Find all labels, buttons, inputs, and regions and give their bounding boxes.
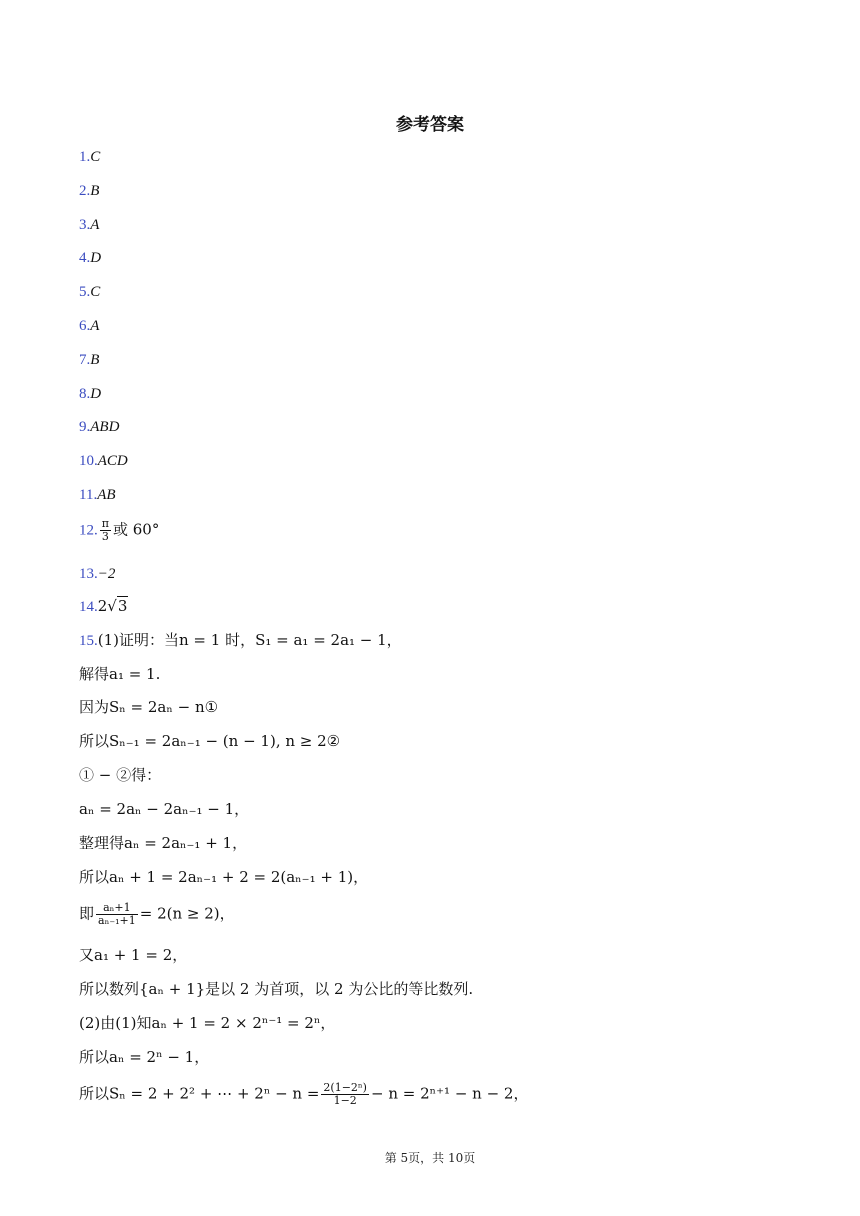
- fraction-numerator: 2(1−2ⁿ): [323, 1081, 367, 1094]
- solution-line: ① − ②得：: [79, 766, 162, 784]
- answer-value: A: [90, 217, 100, 233]
- answer-number: 6.: [79, 318, 91, 334]
- fraction: [96, 902, 138, 927]
- fraction-denominator: 3: [101, 530, 109, 543]
- answer-number: 1.: [79, 149, 91, 165]
- solution-line: 又a₁ + 1 = 2，: [79, 946, 188, 964]
- answer-number: 3.: [79, 217, 91, 233]
- solution-line: 所以aₙ + 1 = 2aₙ₋₁ + 2 = 2(aₙ₋₁ + 1)，: [79, 868, 369, 886]
- answer-number: 8.: [79, 386, 91, 402]
- answer-line: [79, 214, 99, 235]
- solution-line: 所以Sₙ₋₁ = 2aₙ₋₁ − (n − 1), n ≥ 2②: [79, 732, 341, 750]
- answer-value: ABD: [90, 419, 120, 435]
- answer-value: D: [90, 250, 102, 266]
- sqrt-radicand: 3: [117, 597, 128, 615]
- answer-number: 11.: [79, 487, 98, 503]
- answer-number: 14.: [79, 599, 98, 615]
- fraction-numerator: aₙ+1: [96, 902, 138, 915]
- answer-value: A: [90, 318, 100, 334]
- page-title: 参考答案: [396, 115, 464, 135]
- solution-line: (2)由(1)知aₙ + 1 = 2 × 2ⁿ⁻¹ = 2ⁿ，: [79, 1014, 336, 1032]
- solution-line: 所以aₙ = 2ⁿ − 1，: [79, 1048, 210, 1066]
- answer-line: [79, 416, 119, 437]
- answer-line-14: [79, 596, 128, 617]
- answer-value: D: [90, 386, 102, 402]
- answer-value: B: [90, 352, 100, 368]
- answer-number: 5.: [79, 284, 91, 300]
- solution-line: 解得a₁ = 1.: [79, 665, 161, 683]
- fraction: [100, 518, 111, 543]
- answer-line: [79, 349, 99, 370]
- answer-value: AB: [97, 487, 116, 503]
- solution-line-sum: [79, 1082, 528, 1107]
- answer-line: [79, 180, 99, 201]
- solution-line: aₙ = 2aₙ − 2aₙ₋₁ − 1，: [79, 800, 250, 818]
- solution-text: (1)证明：当n = 1 时，S₁ = a₁ = 2a₁ − 1，: [97, 631, 402, 649]
- answer-line: [79, 281, 100, 302]
- answer-value: 2: [97, 597, 108, 615]
- fraction: [321, 1082, 369, 1107]
- answer-line-12: [79, 518, 159, 543]
- answer-value: −2: [97, 566, 116, 582]
- answer-value: B: [90, 183, 100, 199]
- solution-line: [79, 630, 402, 651]
- fraction-denominator: aₙ₋₁+1: [98, 914, 136, 927]
- answer-number: 15.: [79, 633, 98, 649]
- answer-line: [79, 146, 100, 167]
- ratio-rest: = 2(n ≥ 2)，: [139, 904, 235, 923]
- solution-line: 所以数列{aₙ + 1}是以 2 为首项，以 2 为公比的等比数列.: [79, 980, 474, 998]
- answer-line: [79, 383, 101, 404]
- answer-value: C: [90, 284, 101, 300]
- sqrt-symbol: √: [107, 597, 117, 615]
- answer-number: 4.: [79, 250, 91, 266]
- sum-prefix: 所以Sₙ = 2 + 2² + ⋯ + 2ⁿ − n =: [79, 1084, 320, 1103]
- answer-line: [79, 315, 99, 336]
- answer-number: 12.: [79, 522, 98, 539]
- answer-number: 2.: [79, 183, 91, 199]
- ratio-prefix: 即: [79, 904, 95, 923]
- page-footer: 第 5页，共 10页: [384, 1151, 476, 1165]
- solution-line-ratio: [79, 902, 235, 927]
- fraction-numerator: π: [101, 517, 109, 530]
- answer-number: 10.: [79, 453, 98, 469]
- answer-line: [79, 450, 128, 471]
- sum-rest: − n = 2ⁿ⁺¹ − n − 2，: [370, 1084, 529, 1103]
- answer-value: 或 60°: [112, 520, 160, 539]
- answer-line: [79, 484, 116, 505]
- answer-value: ACD: [97, 453, 128, 469]
- answer-number: 9.: [79, 419, 91, 435]
- solution-line: 因为Sₙ = 2aₙ − n①: [79, 698, 219, 716]
- answer-line: [79, 247, 101, 268]
- answer-number: 13.: [79, 566, 98, 582]
- answer-value: C: [90, 149, 101, 165]
- fraction-denominator: 1−2: [333, 1094, 357, 1107]
- answer-number: 7.: [79, 352, 91, 368]
- answer-line-13: [79, 563, 115, 584]
- solution-line: 整理得aₙ = 2aₙ₋₁ + 1，: [79, 834, 248, 852]
